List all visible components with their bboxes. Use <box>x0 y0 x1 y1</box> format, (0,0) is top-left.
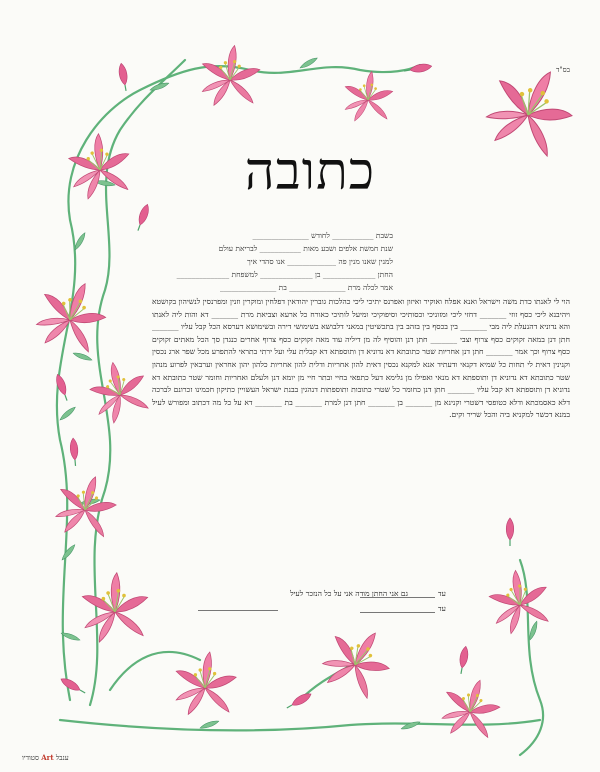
ketubah-text: הוי לי לאנתו כדת משה וישראל ואנא אפלח ואוקיר ואיזון ואפרנס יתיכי ליכי כהלכות גוברין יהודאין דפלחין ומוקרין וזנין ומפרנסין לנשיהון בקושטא ויהיבנא ליכי כסף זוזי _______ דחזי ליכי ומזוניכי וכסותיכי וסיפוקיכי ומיעל לותיכי כאורח כל ארעא וצביאת מרת _______ דא והות ליה לאנתו והא נדוניא דהנעלת ליה מבי _______ בין בכסף בין בזהב בין בתכשיטין במאני דלבושא בשימושי דירה ובשימושא דערסא הכל קבל עליו _______ חתן דנן במאה זקוקים כסף צרוף וצבי _______ חתן דנן והוסיף לה מן דיליה עוד מאה זקוקים כסף צרוף אחרים כנגדן סך הכל מאתים זקוקים כסף צרוף וכך אמר _______ חתן דנן אחריות שטר כתובתא דא נדוניא דן ותוספתא דא קבלית עלי ועל ירתי בתראי להתפרע מכל שפר ארג נכסין וקנינין דאית לי תחות כל שמיא דקנאי ודעתיד אנא למקנא נכסין דאית להון אחריות ודלית להון אחריות כלהון יהון אחראין וערבאין לפרוע מנהון שטר כתובתא דא נדוניא דן ותוספתא דא מנאי ואפילו מן גלימא דעל כתפאי בחיי ובתר חיי מן יומא דנן ולעלם ואחריות וחומר שטר כתובתא דא נדוניא דן ותוספתא דא קבל עליו _______ חתן דנן כחומר כל שטרי כתובות ותוספתות דנהגין בבנת ישראל העשויין כתיקון חכמינו זכרונם לברכה דלא כאסמכתא ודלא כטופסי דשטרי וקנינא מן _______ בן _______ חתן דנן למרת _______ בת _______ דא על כל מה דכתוב ומפורש לעיל במנא דכשר למקניא ביה והכל שריר וקים. <box>152 297 570 420</box>
bsd-heading: בס"ד <box>556 66 570 74</box>
witness-label-2: עד <box>438 604 446 613</box>
studio-prefix: ענבל <box>55 754 69 762</box>
studio-brand: Art <box>41 753 54 762</box>
studio-suffix: סטודיו <box>22 754 39 762</box>
fill-line-place: למנין שאנו מנין פה _____________ אנו סהדי איך <box>246 257 393 266</box>
fill-line-year: שנת חמשת אלפים ושבע מאות ___________ לבריאת עולם <box>218 244 393 253</box>
fill-line-bride: אמר לכלה מרת _______________ בת _______________ <box>220 283 393 292</box>
fill-line-groom: החתן ______________ בן ______________ למשפחת ______________ <box>176 270 393 279</box>
witness-label-1: עד <box>438 589 446 598</box>
witness-signature-line-2 <box>360 612 435 613</box>
page-title: כתובה <box>244 142 376 202</box>
witness-signature-line-1 <box>360 597 435 598</box>
groom-signature-line <box>198 610 278 611</box>
studio-signature <box>22 753 69 762</box>
fill-line-date: בשבת ___________ לחודש _______________ <box>252 231 393 240</box>
groom-confirmation: גם אני החתן מודה אני על כל הנזכר לעיל <box>290 589 408 598</box>
